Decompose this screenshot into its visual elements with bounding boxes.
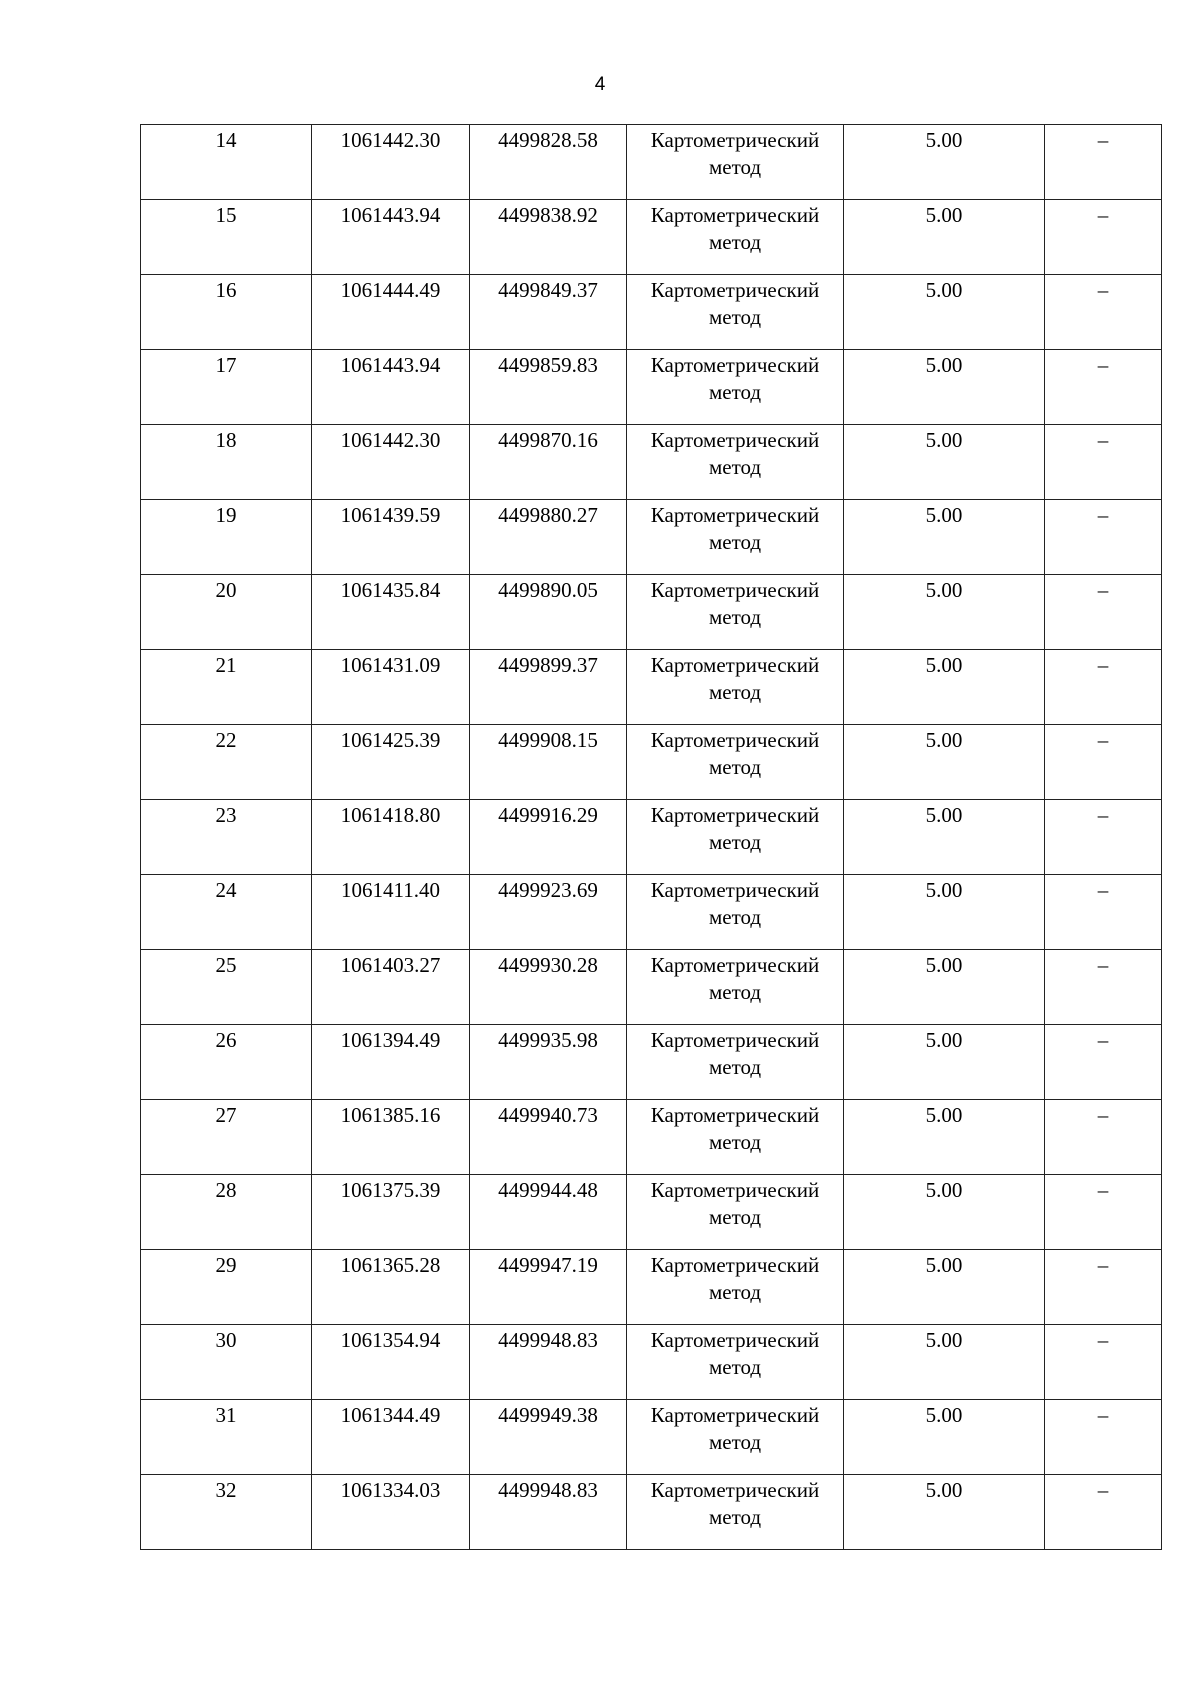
point-number-cell: 29 [141, 1250, 312, 1325]
table-row [141, 725, 1162, 800]
point-number-cell: 21 [141, 650, 312, 725]
table-row [141, 1250, 1162, 1325]
y-coordinate-cell: 4499908.15 [470, 725, 627, 800]
point-number-cell: 25 [141, 950, 312, 1025]
note-cell: – [1045, 1400, 1162, 1475]
point-number-cell: 19 [141, 500, 312, 575]
method-cell: Картометрический метод [627, 425, 844, 500]
accuracy-cell: 5.00 [844, 1250, 1045, 1325]
note-cell: – [1045, 875, 1162, 950]
accuracy-cell: 5.00 [844, 875, 1045, 950]
coordinates-table [140, 124, 1162, 1550]
x-coordinate-cell: 1061375.39 [312, 1175, 470, 1250]
accuracy-cell: 5.00 [844, 425, 1045, 500]
note-cell: – [1045, 125, 1162, 200]
y-coordinate-cell: 4499849.37 [470, 275, 627, 350]
note-cell: – [1045, 1100, 1162, 1175]
table-row [141, 1475, 1162, 1550]
note-cell: – [1045, 725, 1162, 800]
method-cell: Картометрический метод [627, 125, 844, 200]
y-coordinate-cell: 4499899.37 [470, 650, 627, 725]
table-row [141, 500, 1162, 575]
x-coordinate-cell: 1061344.49 [312, 1400, 470, 1475]
method-cell: Картометрический метод [627, 500, 844, 575]
accuracy-cell: 5.00 [844, 125, 1045, 200]
x-coordinate-cell: 1061442.30 [312, 125, 470, 200]
y-coordinate-cell: 4499948.83 [470, 1325, 627, 1400]
accuracy-cell: 5.00 [844, 1100, 1045, 1175]
method-cell: Картометрический метод [627, 575, 844, 650]
table-row [141, 275, 1162, 350]
method-cell: Картометрический метод [627, 1175, 844, 1250]
point-number-cell: 23 [141, 800, 312, 875]
y-coordinate-cell: 4499949.38 [470, 1400, 627, 1475]
table-row [141, 800, 1162, 875]
x-coordinate-cell: 1061334.03 [312, 1475, 470, 1550]
point-number-cell: 31 [141, 1400, 312, 1475]
y-coordinate-cell: 4499880.27 [470, 500, 627, 575]
y-coordinate-cell: 4499870.16 [470, 425, 627, 500]
note-cell: – [1045, 275, 1162, 350]
y-coordinate-cell: 4499923.69 [470, 875, 627, 950]
point-number-cell: 16 [141, 275, 312, 350]
table-row [141, 1025, 1162, 1100]
point-number-cell: 20 [141, 575, 312, 650]
y-coordinate-cell: 4499859.83 [470, 350, 627, 425]
note-cell: – [1045, 1250, 1162, 1325]
accuracy-cell: 5.00 [844, 800, 1045, 875]
y-coordinate-cell: 4499838.92 [470, 200, 627, 275]
y-coordinate-cell: 4499947.19 [470, 1250, 627, 1325]
point-number-cell: 26 [141, 1025, 312, 1100]
x-coordinate-cell: 1061442.30 [312, 425, 470, 500]
coordinates-table-body [141, 125, 1162, 1550]
table-row [141, 350, 1162, 425]
x-coordinate-cell: 1061411.40 [312, 875, 470, 950]
accuracy-cell: 5.00 [844, 1025, 1045, 1100]
method-cell: Картометрический метод [627, 725, 844, 800]
table-row [141, 1100, 1162, 1175]
table-row [141, 125, 1162, 200]
accuracy-cell: 5.00 [844, 200, 1045, 275]
method-cell: Картометрический метод [627, 1325, 844, 1400]
point-number-cell: 28 [141, 1175, 312, 1250]
accuracy-cell: 5.00 [844, 1400, 1045, 1475]
point-number-cell: 15 [141, 200, 312, 275]
note-cell: – [1045, 425, 1162, 500]
table-row [141, 650, 1162, 725]
x-coordinate-cell: 1061365.28 [312, 1250, 470, 1325]
table-row [141, 1175, 1162, 1250]
point-number-cell: 18 [141, 425, 312, 500]
method-cell: Картометрический метод [627, 1250, 844, 1325]
accuracy-cell: 5.00 [844, 725, 1045, 800]
note-cell: – [1045, 950, 1162, 1025]
method-cell: Картометрический метод [627, 1025, 844, 1100]
x-coordinate-cell: 1061403.27 [312, 950, 470, 1025]
method-cell: Картометрический метод [627, 200, 844, 275]
accuracy-cell: 5.00 [844, 1325, 1045, 1400]
point-number-cell: 17 [141, 350, 312, 425]
y-coordinate-cell: 4499944.48 [470, 1175, 627, 1250]
table-row [141, 1400, 1162, 1475]
x-coordinate-cell: 1061435.84 [312, 575, 470, 650]
note-cell: – [1045, 500, 1162, 575]
point-number-cell: 22 [141, 725, 312, 800]
table-row [141, 200, 1162, 275]
table-row [141, 425, 1162, 500]
table-row [141, 950, 1162, 1025]
table-row [141, 575, 1162, 650]
note-cell: – [1045, 650, 1162, 725]
x-coordinate-cell: 1061354.94 [312, 1325, 470, 1400]
method-cell: Картометрический метод [627, 1100, 844, 1175]
note-cell: – [1045, 200, 1162, 275]
note-cell: – [1045, 1175, 1162, 1250]
accuracy-cell: 5.00 [844, 1175, 1045, 1250]
note-cell: – [1045, 350, 1162, 425]
y-coordinate-cell: 4499890.05 [470, 575, 627, 650]
x-coordinate-cell: 1061444.49 [312, 275, 470, 350]
table-row [141, 1325, 1162, 1400]
accuracy-cell: 5.00 [844, 275, 1045, 350]
x-coordinate-cell: 1061443.94 [312, 200, 470, 275]
point-number-cell: 27 [141, 1100, 312, 1175]
x-coordinate-cell: 1061425.39 [312, 725, 470, 800]
table-row [141, 875, 1162, 950]
method-cell: Картометрический метод [627, 650, 844, 725]
page-number: 4 [594, 74, 606, 95]
accuracy-cell: 5.00 [844, 500, 1045, 575]
note-cell: – [1045, 1325, 1162, 1400]
y-coordinate-cell: 4499828.58 [470, 125, 627, 200]
note-cell: – [1045, 575, 1162, 650]
y-coordinate-cell: 4499935.98 [470, 1025, 627, 1100]
method-cell: Картометрический метод [627, 275, 844, 350]
y-coordinate-cell: 4499940.73 [470, 1100, 627, 1175]
y-coordinate-cell: 4499948.83 [470, 1475, 627, 1550]
accuracy-cell: 5.00 [844, 350, 1045, 425]
accuracy-cell: 5.00 [844, 650, 1045, 725]
x-coordinate-cell: 1061394.49 [312, 1025, 470, 1100]
method-cell: Картометрический метод [627, 1400, 844, 1475]
point-number-cell: 32 [141, 1475, 312, 1550]
method-cell: Картометрический метод [627, 875, 844, 950]
method-cell: Картометрический метод [627, 350, 844, 425]
y-coordinate-cell: 4499930.28 [470, 950, 627, 1025]
point-number-cell: 24 [141, 875, 312, 950]
point-number-cell: 14 [141, 125, 312, 200]
method-cell: Картометрический метод [627, 1475, 844, 1550]
x-coordinate-cell: 1061439.59 [312, 500, 470, 575]
method-cell: Картометрический метод [627, 800, 844, 875]
point-number-cell: 30 [141, 1325, 312, 1400]
method-cell: Картометрический метод [627, 950, 844, 1025]
x-coordinate-cell: 1061443.94 [312, 350, 470, 425]
note-cell: – [1045, 800, 1162, 875]
note-cell: – [1045, 1025, 1162, 1100]
x-coordinate-cell: 1061431.09 [312, 650, 470, 725]
accuracy-cell: 5.00 [844, 575, 1045, 650]
note-cell: – [1045, 1475, 1162, 1550]
x-coordinate-cell: 1061418.80 [312, 800, 470, 875]
x-coordinate-cell: 1061385.16 [312, 1100, 470, 1175]
y-coordinate-cell: 4499916.29 [470, 800, 627, 875]
accuracy-cell: 5.00 [844, 950, 1045, 1025]
accuracy-cell: 5.00 [844, 1475, 1045, 1550]
